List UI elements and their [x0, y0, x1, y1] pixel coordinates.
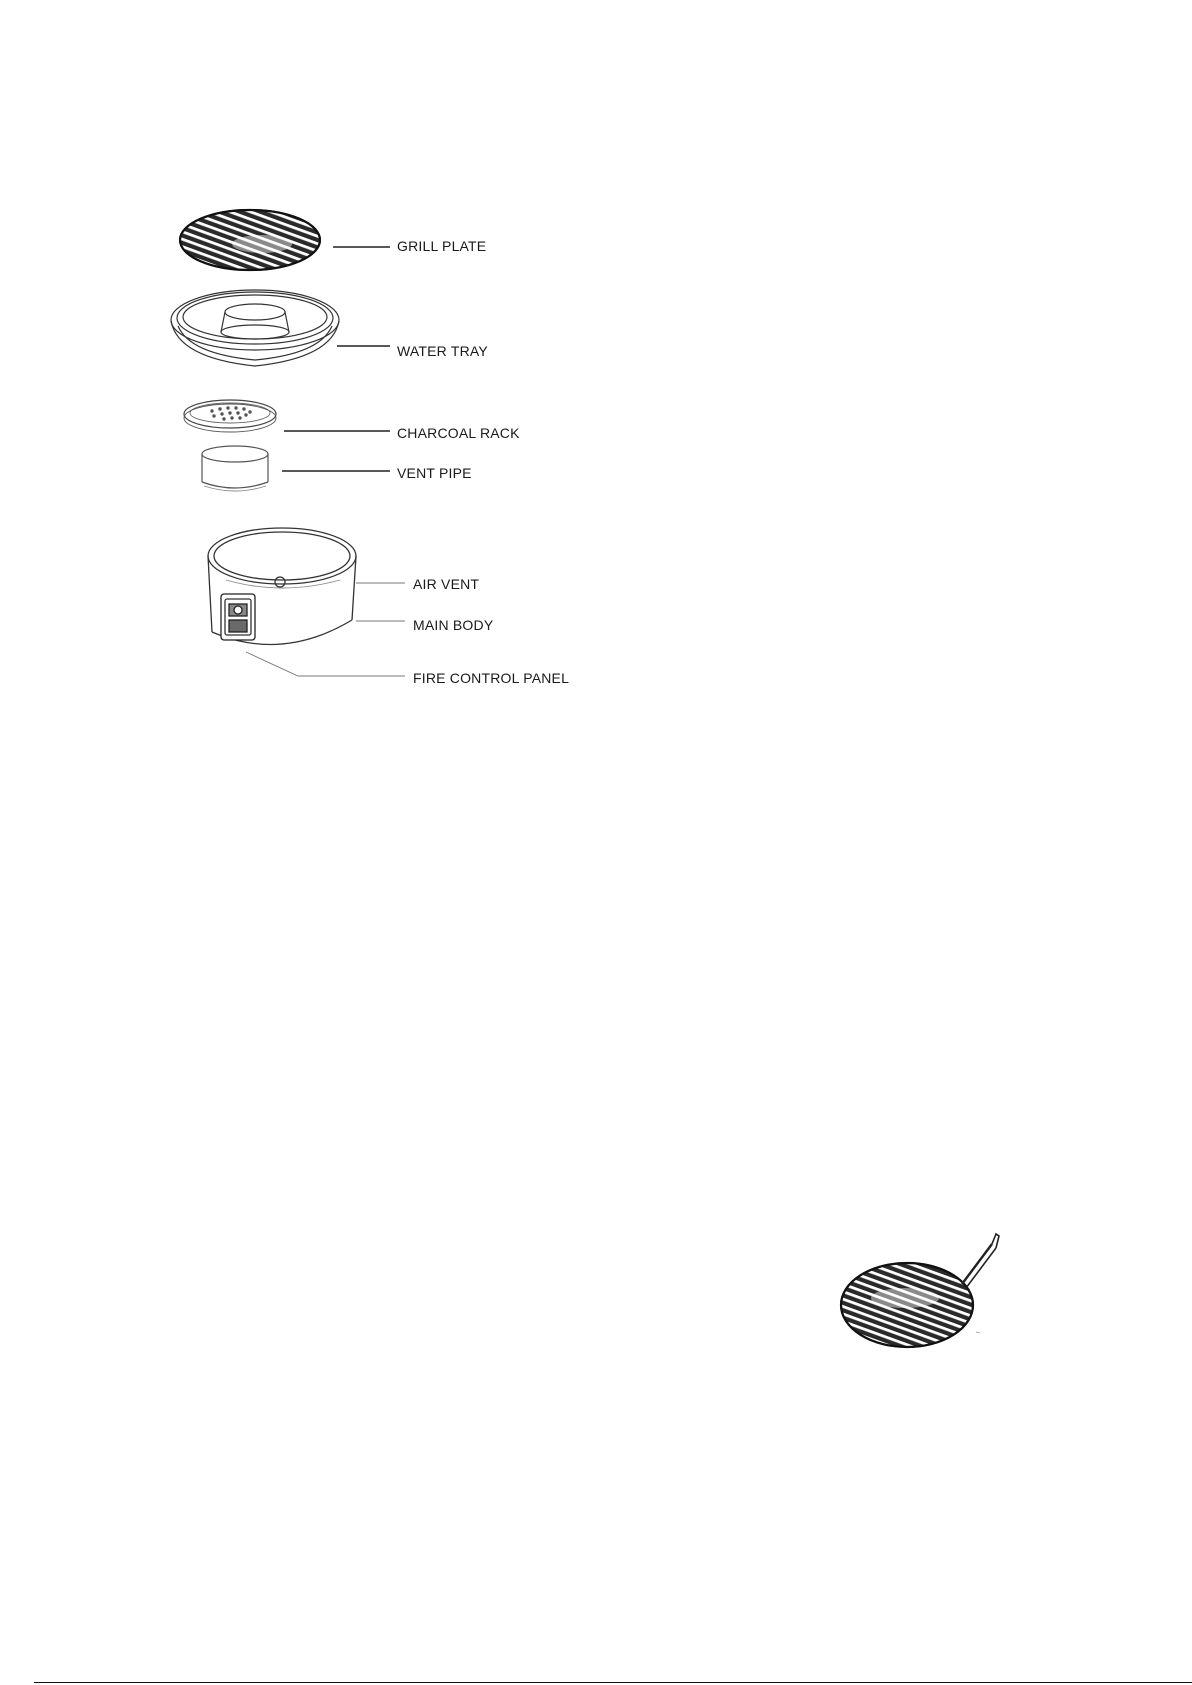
grill-plate-drawing	[180, 210, 320, 270]
main-body-drawing	[208, 528, 356, 645]
charcoal-rack-label: CHARCOAL RACK	[397, 425, 520, 441]
vent-pipe-label: VENT PIPE	[397, 465, 472, 481]
water-tray-label: WATER TRAY	[397, 343, 488, 359]
fire-control-panel-label: FIRE CONTROL PANEL	[413, 670, 570, 686]
vent-pipe-drawing	[202, 446, 268, 491]
main-body-label: MAIN BODY	[413, 617, 494, 633]
grill-plate-with-handle-drawing	[841, 1234, 999, 1347]
water-tray-drawing	[171, 290, 339, 366]
air-vent-label: AIR VENT	[413, 576, 480, 592]
page-bottom-rule	[34, 1682, 1192, 1683]
charcoal-rack-drawing	[184, 400, 276, 432]
grill-plate-label: GRILL PLATE	[397, 238, 487, 254]
